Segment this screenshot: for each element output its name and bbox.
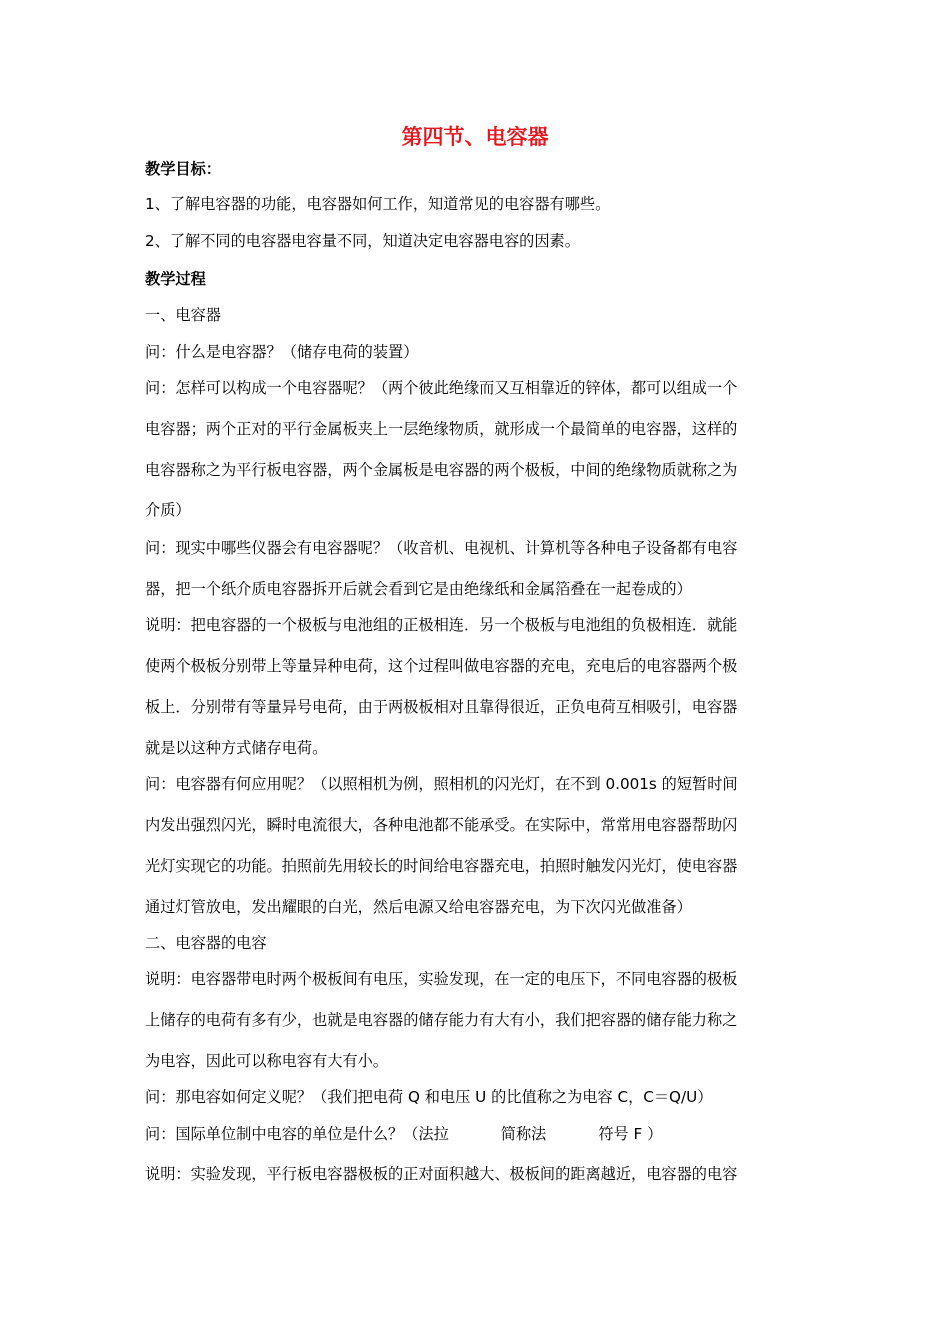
objective-item-2: 2、了解不同的电容器电容量不同，知道决定电容器电容的因素。 (145, 232, 580, 250)
paragraph-line: 问：怎样可以构成一个电容器呢？（两个彼此绝缘而又互相靠近的锌体，都可以组成一个 (145, 379, 738, 397)
paragraph-line: 问：什么是电容器？（储存电荷的装置） (145, 343, 419, 361)
paragraph-line: 问：那电容如何定义呢？（我们把电荷 Q 和电压 U 的比值称之为电容 C，C＝Q/U） (145, 1088, 713, 1106)
paragraph-line: 介质） (145, 501, 191, 519)
subsection-heading-capacitance: 二、电容器的电容 (145, 934, 267, 952)
unit-question-line (145, 1123, 805, 1145)
paragraph-line: 电容器；两个正对的平行金属板夹上一层绝缘物质，就形成一个最简单的电容器，这样的 (145, 420, 738, 438)
paragraph-line: 器，把一个纸介质电容器拆开后就会看到它是由绝缘纸和金属箔叠在一起卷成的） (145, 580, 692, 598)
paragraph-line: 光灯实现它的功能。拍照前先用较长的时间给电容器充电，拍照时触发闪光灯，使电容器 (145, 857, 738, 875)
paragraph-line: 板上．分别带有等量异号电荷，由于两极板相对且靠得很近，正负电荷互相吸引，电容器 (145, 698, 738, 716)
unit-symbol: 符号 F ） (598, 1125, 663, 1143)
paragraph-line: 内发出强烈闪光，瞬时电流很大，各种电池都不能承受。在实际中，常常用电容器帮助闪 (145, 816, 738, 834)
section-heading-process: 教学过程 (145, 270, 206, 288)
section-heading-objectives: 教学目标： (145, 160, 221, 178)
document-title: 第四节、电容器 (401, 125, 549, 149)
unit-short-name: 简称法 (500, 1125, 547, 1143)
paragraph-line: 问：电容器有何应用呢？（以照相机为例，照相机的闪光灯，在不到 0.001s 的短暂时间 (145, 775, 738, 793)
paragraph-line: 电容器称之为平行板电容器，两个金属板是电容器的两个极板，中间的绝缘物质就称之为 (145, 461, 738, 479)
objective-item-1: 1、了解电容器的功能，电容器如何工作，知道常见的电容器有哪些。 (145, 195, 611, 213)
paragraph-line: 问：现实中哪些仪器会有电容器呢？（收音机、电视机、计算机等各种电子设备都有电容 (145, 539, 738, 557)
paragraph-line: 为电容，因此可以称电容有大有小。 (145, 1052, 388, 1070)
paragraph-line: 就是以这种方式储存电荷。 (145, 739, 328, 757)
paragraph-line: 说明：把电容器的一个极板与电池组的正极相连．另一个极板与电池组的负极相连．就能 (145, 616, 738, 634)
unit-question-prefix: 问：国际单位制中电容的单位是什么？（法拉 (145, 1125, 449, 1143)
paragraph-line: 说明：实验发现，平行板电容器极板的正对面积越大、极板间的距离越近，电容器的电容 (145, 1165, 738, 1183)
subsection-heading-capacitor: 一、电容器 (145, 306, 221, 324)
paragraph-line: 通过灯管放电，发出耀眼的白光，然后电源又给电容器充电，为下次闪光做准备） (145, 898, 692, 916)
paragraph-line: 说明：电容器带电时两个极板间有电压，实验发现，在一定的电压下，不同电容器的极板 (145, 970, 738, 988)
paragraph-line: 上储存的电荷有多有少，也就是电容器的储存能力有大有小，我们把容器的储存能力称之 (145, 1011, 738, 1029)
paragraph-line: 使两个极板分别带上等量异种电荷，这个过程叫做电容器的充电，充电后的电容器两个极 (145, 657, 738, 675)
